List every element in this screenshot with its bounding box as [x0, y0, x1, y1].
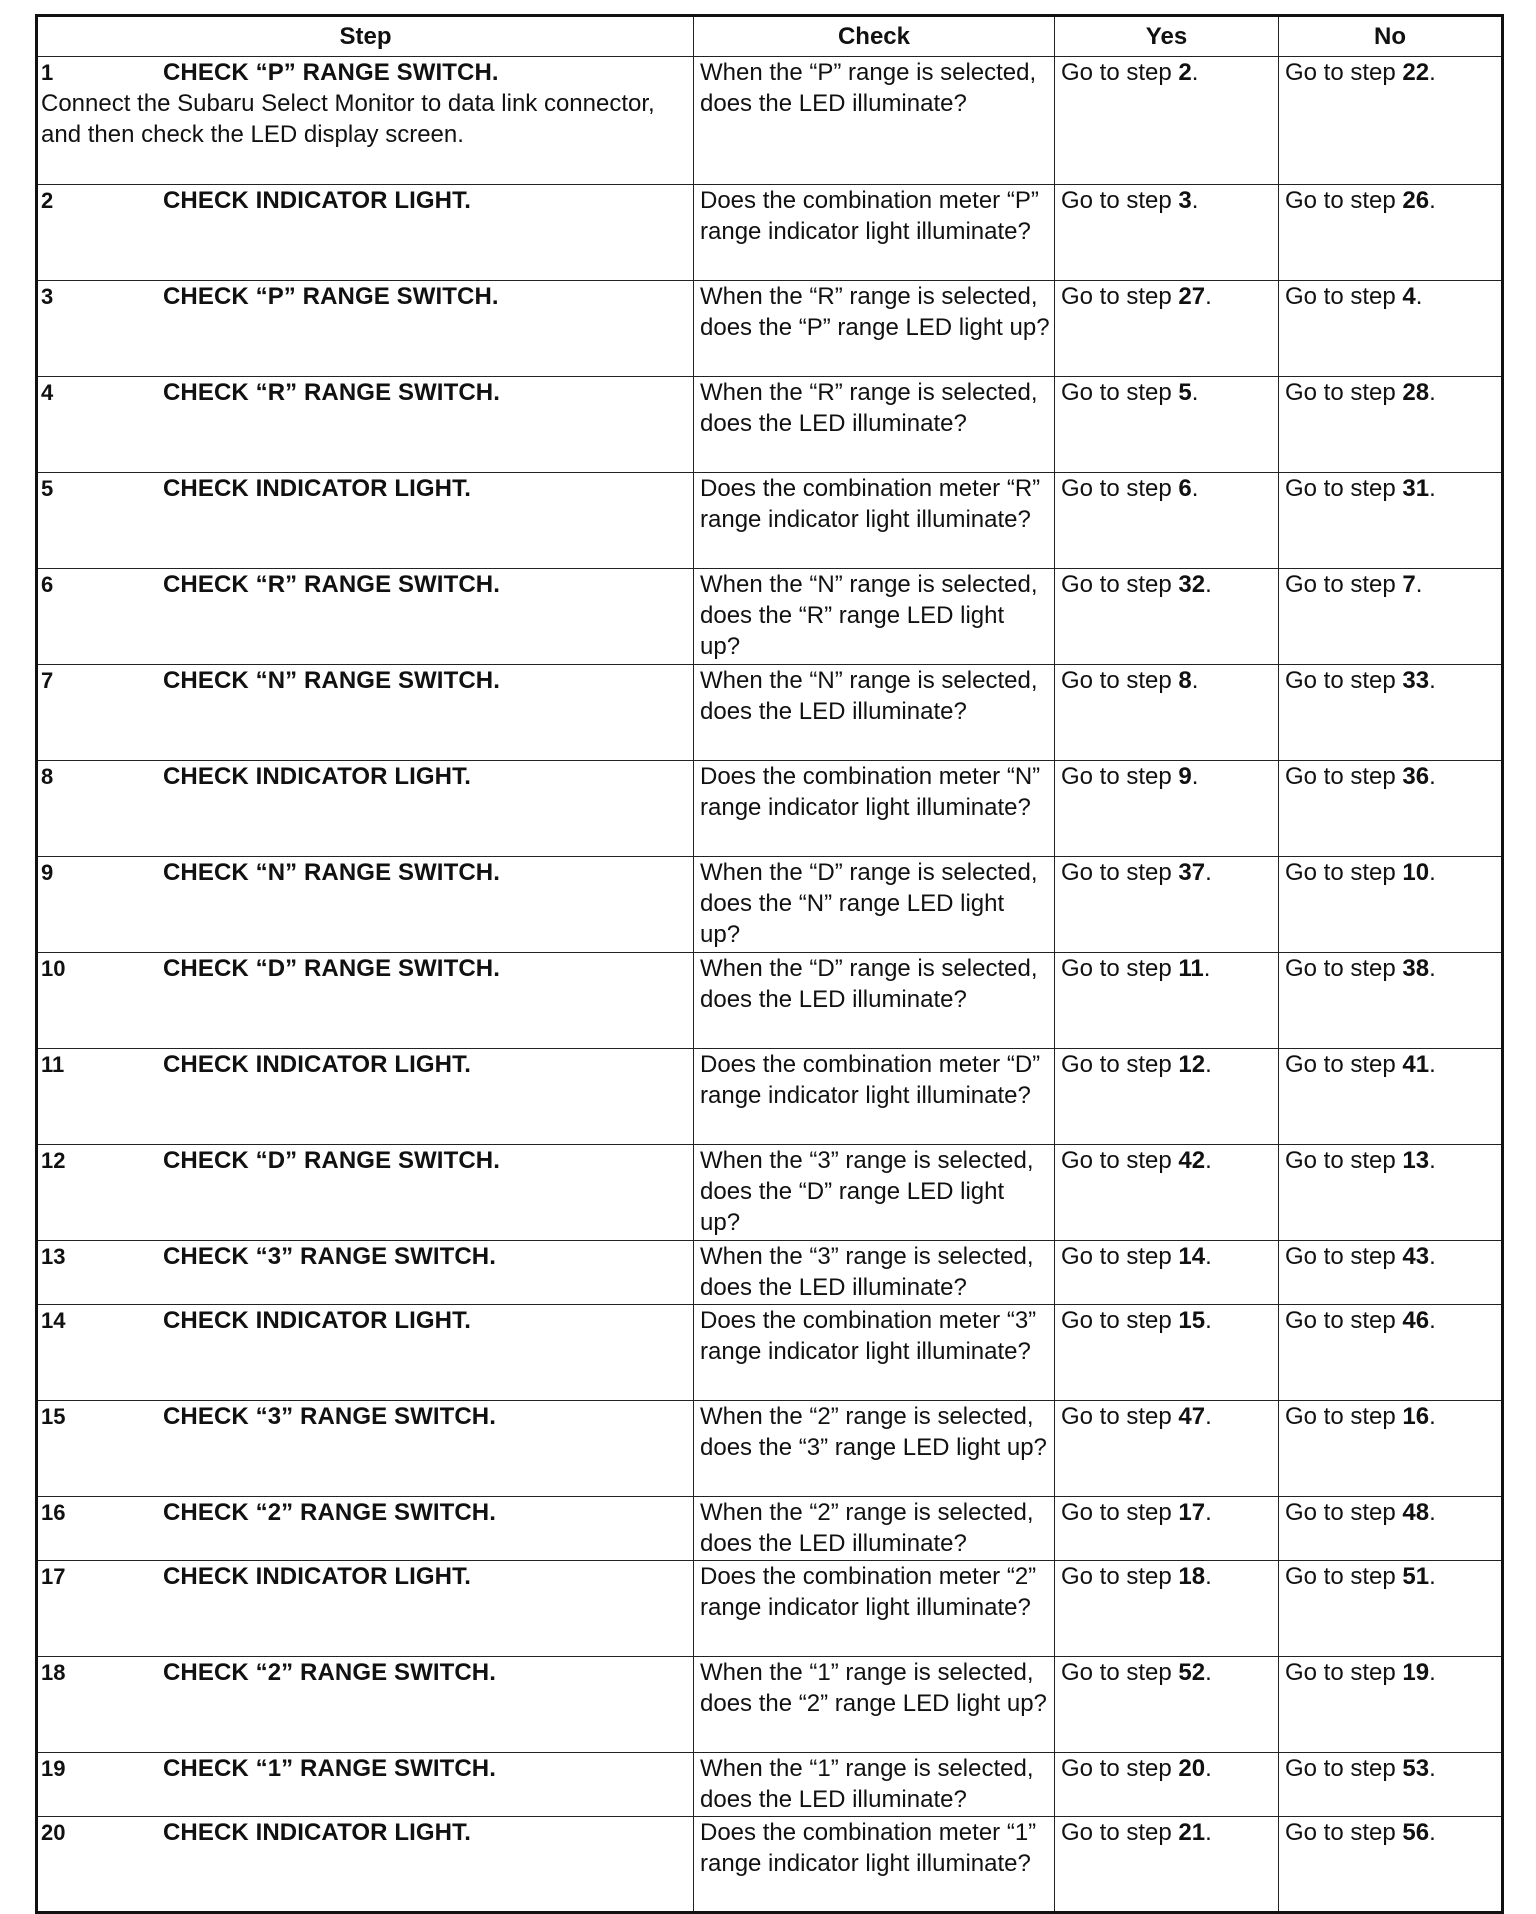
no-cell: Go to step 13.: [1279, 1145, 1503, 1241]
step-title: CHECK “R” RANGE SWITCH.: [163, 379, 500, 406]
yes-step-number: 42: [1178, 1147, 1206, 1174]
yes-cell: Go to step 47.: [1055, 1401, 1279, 1497]
step-number: 16: [41, 1500, 66, 1525]
yes-prefix: Go to step: [1061, 59, 1179, 86]
step-title: CHECK “3” RANGE SWITCH.: [163, 1403, 496, 1430]
yes-step-number: 3: [1178, 187, 1192, 214]
check-cell: Does the combination meter “R” range indicator light illuminate?: [694, 473, 1055, 569]
yes-prefix: Go to step: [1061, 955, 1179, 982]
step-number: 11: [41, 1052, 65, 1077]
table-row: [37, 665, 1503, 761]
no-cell: Go to step 19.: [1279, 1657, 1503, 1753]
no-step-number: 38: [1402, 955, 1430, 982]
step-number: 7: [41, 668, 54, 693]
step-cell: [37, 1753, 694, 1817]
check-cell: When the “3” range is selected, does the LED illuminate?: [694, 1241, 1055, 1305]
step-title: CHECK INDICATOR LIGHT.: [163, 1051, 471, 1078]
step-cell: [37, 1817, 694, 1913]
no-prefix: Go to step: [1285, 667, 1403, 694]
yes-step-number: 18: [1178, 1563, 1206, 1590]
step-title: CHECK “3” RANGE SWITCH.: [163, 1243, 496, 1270]
no-step-number: 56: [1402, 1819, 1430, 1846]
yes-prefix: Go to step: [1061, 475, 1179, 502]
yes-cell: Go to step 11.: [1055, 953, 1279, 1049]
table-row: [37, 377, 1503, 473]
yes-prefix: Go to step: [1061, 1563, 1179, 1590]
step-cell: [37, 473, 694, 569]
yes-prefix: Go to step: [1061, 1051, 1179, 1078]
step-title: CHECK INDICATOR LIGHT.: [163, 1819, 471, 1846]
check-cell: When the “R” range is selected, does the “P” range LED light up?: [694, 281, 1055, 377]
yes-cell: Go to step 32.: [1055, 569, 1279, 665]
check-cell: When the “1” range is selected, does the “2” range LED light up?: [694, 1657, 1055, 1753]
step-cell: [37, 377, 694, 473]
yes-cell: Go to step 8.: [1055, 665, 1279, 761]
table-row: [37, 473, 1503, 569]
yes-prefix: Go to step: [1061, 1659, 1179, 1686]
no-prefix: Go to step: [1285, 1499, 1403, 1526]
yes-step-number: 21: [1178, 1819, 1206, 1846]
table-row: [37, 761, 1503, 857]
no-prefix: Go to step: [1285, 59, 1403, 86]
yes-cell: Go to step 2.: [1055, 57, 1279, 185]
yes-step-number: 5: [1178, 379, 1192, 406]
no-prefix: Go to step: [1285, 1307, 1403, 1334]
step-cell: [37, 569, 694, 665]
no-step-number: 7: [1402, 571, 1416, 598]
no-step-number: 33: [1402, 667, 1430, 694]
diagnostic-table: [35, 14, 1504, 1914]
yes-step-number: 37: [1178, 859, 1206, 886]
step-cell: [37, 1241, 694, 1305]
yes-cell: Go to step 42.: [1055, 1145, 1279, 1241]
check-cell: When the “R” range is selected, does the LED illuminate?: [694, 377, 1055, 473]
yes-step-number: 2: [1178, 59, 1192, 86]
no-prefix: Go to step: [1285, 955, 1403, 982]
yes-cell: Go to step 5.: [1055, 377, 1279, 473]
yes-cell: Go to step 12.: [1055, 1049, 1279, 1145]
step-number: 19: [41, 1756, 66, 1781]
yes-step-number: 9: [1178, 763, 1192, 790]
check-cell: When the “1” range is selected, does the LED illuminate?: [694, 1753, 1055, 1817]
step-title: CHECK INDICATOR LIGHT.: [163, 187, 471, 214]
no-prefix: Go to step: [1285, 1403, 1403, 1430]
no-prefix: Go to step: [1285, 187, 1403, 214]
step-title: CHECK “D” RANGE SWITCH.: [163, 1147, 500, 1174]
step-number: 14: [41, 1308, 66, 1333]
yes-step-number: 27: [1178, 283, 1206, 310]
yes-prefix: Go to step: [1061, 1307, 1179, 1334]
step-description: Connect the Subaru Select Monitor to data link connector, and then check the LED display screen.: [41, 90, 655, 148]
step-title: CHECK “P” RANGE SWITCH.: [163, 59, 499, 86]
step-number: 5: [41, 476, 54, 501]
no-step-number: 4: [1402, 283, 1416, 310]
step-cell: [37, 1561, 694, 1657]
check-cell: When the “N” range is selected, does the “R” range LED light up?: [694, 569, 1055, 665]
table-row: [37, 281, 1503, 377]
no-cell: Go to step 38.: [1279, 953, 1503, 1049]
no-cell: Go to step 7.: [1279, 569, 1503, 665]
yes-cell: Go to step 15.: [1055, 1305, 1279, 1401]
no-prefix: Go to step: [1285, 475, 1403, 502]
check-cell: When the “P” range is selected, does the LED illuminate?: [694, 57, 1055, 185]
table-row: [37, 57, 1503, 185]
yes-cell: Go to step 9.: [1055, 761, 1279, 857]
yes-cell: Go to step 27.: [1055, 281, 1279, 377]
table-row: [37, 1657, 1503, 1753]
column-header-no: No: [1279, 16, 1503, 57]
no-cell: Go to step 4.: [1279, 281, 1503, 377]
step-number: 18: [41, 1660, 66, 1685]
no-prefix: Go to step: [1285, 1051, 1403, 1078]
table-row: [37, 1561, 1503, 1657]
no-cell: Go to step 10.: [1279, 857, 1503, 953]
check-cell: When the “3” range is selected, does the “D” range LED light up?: [694, 1145, 1055, 1241]
yes-step-number: 47: [1178, 1403, 1206, 1430]
table-row: [37, 953, 1503, 1049]
no-cell: Go to step 22.: [1279, 57, 1503, 185]
table-row: [37, 1049, 1503, 1145]
step-cell: [37, 185, 694, 281]
step-title: CHECK “1” RANGE SWITCH.: [163, 1755, 496, 1782]
table-row: [37, 185, 1503, 281]
table-row: [37, 1497, 1503, 1561]
step-number: 17: [41, 1564, 66, 1589]
no-cell: Go to step 43.: [1279, 1241, 1503, 1305]
yes-cell: Go to step 52.: [1055, 1657, 1279, 1753]
step-number: 4: [41, 380, 54, 405]
no-step-number: 16: [1402, 1403, 1430, 1430]
step-title: CHECK INDICATOR LIGHT.: [163, 1307, 471, 1334]
yes-step-number: 11: [1178, 955, 1204, 982]
check-cell: Does the combination meter “2” range indicator light illuminate?: [694, 1561, 1055, 1657]
step-cell: [37, 1305, 694, 1401]
no-step-number: 43: [1402, 1243, 1430, 1270]
step-title: CHECK “N” RANGE SWITCH.: [163, 859, 500, 886]
yes-step-number: 52: [1178, 1659, 1206, 1686]
yes-cell: Go to step 3.: [1055, 185, 1279, 281]
step-title: CHECK INDICATOR LIGHT.: [163, 475, 471, 502]
step-cell: [37, 1657, 694, 1753]
no-step-number: 28: [1402, 379, 1430, 406]
table-row: [37, 857, 1503, 953]
step-title: CHECK “P” RANGE SWITCH.: [163, 283, 499, 310]
no-cell: Go to step 33.: [1279, 665, 1503, 761]
column-header-yes: Yes: [1055, 16, 1279, 57]
no-step-number: 36: [1402, 763, 1430, 790]
no-prefix: Go to step: [1285, 1147, 1403, 1174]
step-number: 20: [41, 1820, 66, 1845]
no-step-number: 26: [1402, 187, 1430, 214]
yes-prefix: Go to step: [1061, 1403, 1179, 1430]
step-cell: [37, 1049, 694, 1145]
yes-prefix: Go to step: [1061, 1147, 1179, 1174]
step-number: 9: [41, 860, 54, 885]
column-header-step: Step: [37, 16, 694, 57]
no-prefix: Go to step: [1285, 1819, 1403, 1846]
step-cell: [37, 57, 694, 185]
no-cell: Go to step 48.: [1279, 1497, 1503, 1561]
no-prefix: Go to step: [1285, 283, 1403, 310]
yes-step-number: 8: [1178, 667, 1192, 694]
yes-prefix: Go to step: [1061, 283, 1179, 310]
table-row: [37, 1145, 1503, 1241]
no-cell: Go to step 16.: [1279, 1401, 1503, 1497]
table-row: [37, 1817, 1503, 1913]
no-cell: Go to step 41.: [1279, 1049, 1503, 1145]
check-cell: Does the combination meter “N” range indicator light illuminate?: [694, 761, 1055, 857]
step-number: 3: [41, 284, 54, 309]
yes-prefix: Go to step: [1061, 571, 1179, 598]
no-prefix: Go to step: [1285, 1563, 1403, 1590]
no-step-number: 53: [1402, 1755, 1430, 1782]
no-prefix: Go to step: [1285, 763, 1403, 790]
yes-prefix: Go to step: [1061, 859, 1179, 886]
no-cell: Go to step 53.: [1279, 1753, 1503, 1817]
no-cell: Go to step 51.: [1279, 1561, 1503, 1657]
check-cell: Does the combination meter “D” range indicator light illuminate?: [694, 1049, 1055, 1145]
yes-step-number: 6: [1178, 475, 1192, 502]
yes-prefix: Go to step: [1061, 1243, 1179, 1270]
yes-prefix: Go to step: [1061, 667, 1179, 694]
step-number: 6: [41, 572, 54, 597]
step-title: CHECK “D” RANGE SWITCH.: [163, 955, 500, 982]
check-cell: Does the combination meter “1” range indicator light illuminate?: [694, 1817, 1055, 1913]
no-step-number: 48: [1402, 1499, 1430, 1526]
yes-cell: Go to step 21.: [1055, 1817, 1279, 1913]
step-title: CHECK “N” RANGE SWITCH.: [163, 667, 500, 694]
yes-step-number: 15: [1178, 1307, 1206, 1334]
yes-step-number: 32: [1178, 571, 1206, 598]
no-cell: Go to step 46.: [1279, 1305, 1503, 1401]
step-cell: [37, 281, 694, 377]
step-cell: [37, 761, 694, 857]
yes-prefix: Go to step: [1061, 1499, 1179, 1526]
step-number: 15: [41, 1404, 66, 1429]
no-cell: Go to step 31.: [1279, 473, 1503, 569]
no-prefix: Go to step: [1285, 1755, 1403, 1782]
no-prefix: Go to step: [1285, 1659, 1403, 1686]
yes-prefix: Go to step: [1061, 763, 1179, 790]
step-number: 12: [41, 1148, 66, 1173]
yes-cell: Go to step 37.: [1055, 857, 1279, 953]
step-title: CHECK “2” RANGE SWITCH.: [163, 1499, 496, 1526]
table-row: [37, 1241, 1503, 1305]
no-cell: Go to step 36.: [1279, 761, 1503, 857]
step-number: 8: [41, 764, 54, 789]
step-title: CHECK “2” RANGE SWITCH.: [163, 1659, 496, 1686]
step-title: CHECK INDICATOR LIGHT.: [163, 1563, 471, 1590]
no-cell: Go to step 26.: [1279, 185, 1503, 281]
step-cell: [37, 953, 694, 1049]
step-cell: [37, 665, 694, 761]
no-step-number: 51: [1402, 1563, 1430, 1590]
yes-cell: Go to step 6.: [1055, 473, 1279, 569]
step-cell: [37, 1145, 694, 1241]
table-row: [37, 1305, 1503, 1401]
step-number: 13: [41, 1244, 66, 1269]
check-cell: When the “2” range is selected, does the “3” range LED light up?: [694, 1401, 1055, 1497]
table-row: [37, 569, 1503, 665]
yes-step-number: 20: [1178, 1755, 1206, 1782]
no-prefix: Go to step: [1285, 859, 1403, 886]
step-cell: [37, 857, 694, 953]
yes-prefix: Go to step: [1061, 379, 1179, 406]
step-title: CHECK INDICATOR LIGHT.: [163, 763, 471, 790]
no-step-number: 10: [1402, 859, 1430, 886]
check-cell: When the “D” range is selected, does the LED illuminate?: [694, 953, 1055, 1049]
no-step-number: 46: [1402, 1307, 1430, 1334]
step-number: 10: [41, 956, 66, 981]
check-cell: Does the combination meter “3” range indicator light illuminate?: [694, 1305, 1055, 1401]
no-prefix: Go to step: [1285, 1243, 1403, 1270]
check-cell: When the “N” range is selected, does the LED illuminate?: [694, 665, 1055, 761]
table-header-row: [37, 16, 1503, 57]
yes-cell: Go to step 17.: [1055, 1497, 1279, 1561]
yes-cell: Go to step 18.: [1055, 1561, 1279, 1657]
yes-cell: Go to step 14.: [1055, 1241, 1279, 1305]
check-cell: Does the combination meter “P” range indicator light illuminate?: [694, 185, 1055, 281]
no-step-number: 13: [1402, 1147, 1430, 1174]
no-cell: Go to step 56.: [1279, 1817, 1503, 1913]
yes-step-number: 14: [1178, 1243, 1206, 1270]
no-cell: Go to step 28.: [1279, 377, 1503, 473]
no-prefix: Go to step: [1285, 379, 1403, 406]
check-cell: When the “2” range is selected, does the LED illuminate?: [694, 1497, 1055, 1561]
no-step-number: 19: [1402, 1659, 1430, 1686]
no-step-number: 22: [1402, 59, 1430, 86]
yes-prefix: Go to step: [1061, 1755, 1179, 1782]
step-cell: [37, 1401, 694, 1497]
yes-step-number: 17: [1178, 1499, 1206, 1526]
table-row: [37, 1753, 1503, 1817]
yes-step-number: 12: [1178, 1051, 1206, 1078]
step-cell: [37, 1497, 694, 1561]
no-prefix: Go to step: [1285, 571, 1403, 598]
step-number: 2: [41, 188, 54, 213]
yes-prefix: Go to step: [1061, 187, 1179, 214]
yes-prefix: Go to step: [1061, 1819, 1179, 1846]
table-row: [37, 1401, 1503, 1497]
column-header-check: Check: [694, 16, 1055, 57]
step-number: 1: [41, 60, 54, 85]
yes-cell: Go to step 20.: [1055, 1753, 1279, 1817]
table-body: [37, 57, 1503, 1913]
no-step-number: 41: [1402, 1051, 1430, 1078]
no-step-number: 31: [1402, 475, 1430, 502]
check-cell: When the “D” range is selected, does the “N” range LED light up?: [694, 857, 1055, 953]
step-title: CHECK “R” RANGE SWITCH.: [163, 571, 500, 598]
